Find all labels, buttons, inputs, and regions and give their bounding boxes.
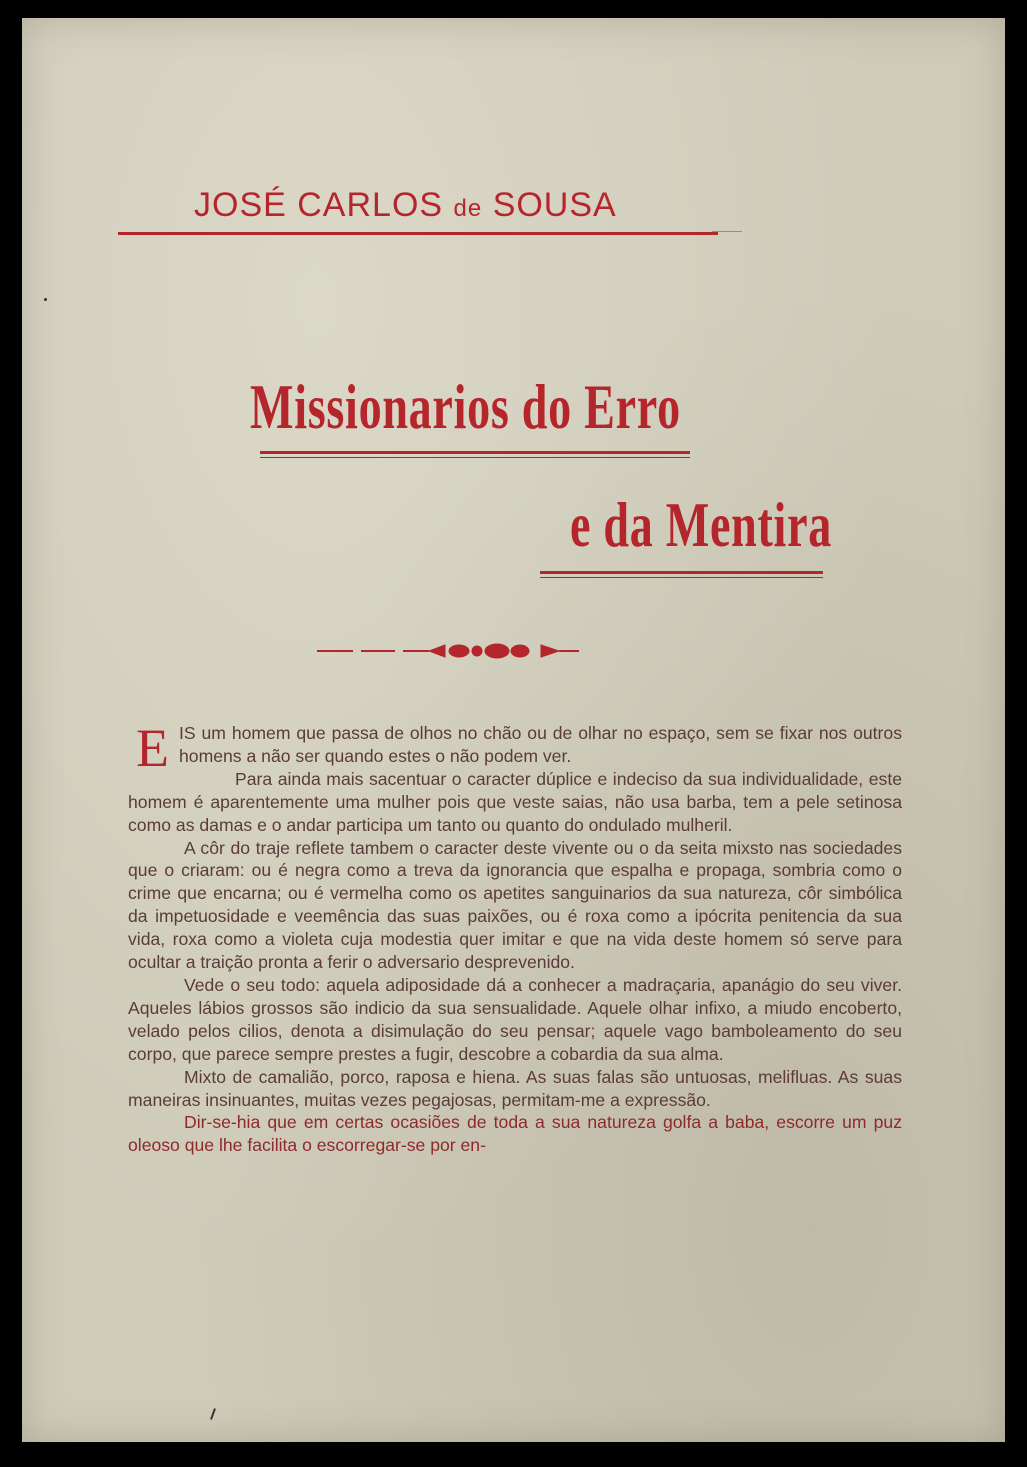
ornament-arrow-left [429, 645, 445, 657]
paragraph-6: Dir-se-hia que em certas ocasiões de toda a sua natureza golfa a baba, escorre um puz oleoso que lhe facilita o escorregar-se por en- [128, 1112, 902, 1156]
document-page [22, 18, 1005, 1442]
title-line-1: Missionarios do Erro [250, 371, 681, 442]
author-name [194, 186, 694, 225]
paper-speck [44, 298, 47, 301]
paragraph-1 [128, 718, 902, 778]
title-rule-1 [260, 451, 690, 458]
author-surname: SOUSA [492, 186, 617, 224]
paragraph-4: Vede o seu todo: aquela adiposidade dá a conhecer a madraçaria, apanágio do seu viver. Aqueles lábios grossos são indicio da sua sensualidade. Aquele olhar infixo, a miudo encoberto, velado pelos cilios, denota a disimulação do seu pensar; aquele vago bamboleamento do seu corpo, que parece sempre prestes a fugir, descobre a cobardia da sua alma. [128, 974, 902, 1064]
ornament-scroll-right [511, 645, 529, 657]
ornament-scroll-left [449, 645, 469, 657]
title-line-2: e da Mentira [570, 489, 833, 560]
author-underline-tail [712, 231, 742, 232]
paragraph-5: Mixto de camalião, porco, raposa e hiena. As suas falas são untuosas, melifluas. As suas maneiras insinuantes, muitas vezes pegajosas, permitam-me a expressão. [128, 1066, 902, 1110]
body-text [128, 718, 902, 1157]
title-rule-2 [540, 571, 823, 578]
author-connector: de [453, 195, 483, 222]
author-first-names: JOSÉ CARLOS [194, 186, 444, 224]
author-underline [118, 232, 718, 235]
paragraph-2: Para ainda mais sacentuar o caracter dúplice e indeciso da sua individualidade, este homem é aparentemente uma mulher pois que veste saias, não usa barba, tem a pele setinosa como as damas e o andar participa um tanto ou quanto do ondulado mulheril. [128, 768, 902, 835]
paragraph-3: A côr do traje reflete tambem o caracter deste vivente ou o da seita mixsto nas sociedades que o criaram: ou é negra como a treva da ignorancia que espalha e propaga, sombria como o crime que encarna; ou é vermelha como os apetites sanguinarios da sua natureza, côr simbólica da impetuosidade e veemência das suas paixões, ou é roxa como a ipócrita penitencia da sua vida, roxa como a violeta cuja modestia quer imitar e que na vida deste homem só serve para ocultar a traição pronta a ferir o adversario desprevenido. [128, 837, 902, 973]
ornament-center [472, 646, 482, 656]
ornament-divider [317, 640, 607, 662]
paper-mark [210, 1408, 216, 1420]
ornament-arrow-right [541, 645, 559, 657]
ornament-scroll-center [485, 644, 509, 658]
paragraph-1-text: IS um homem que passa de olhos no chão ou de olhar no espaço, sem se fixar nos outros homens a não ser quando estes o não podem ver. [179, 723, 902, 766]
drop-cap: E [136, 718, 169, 778]
